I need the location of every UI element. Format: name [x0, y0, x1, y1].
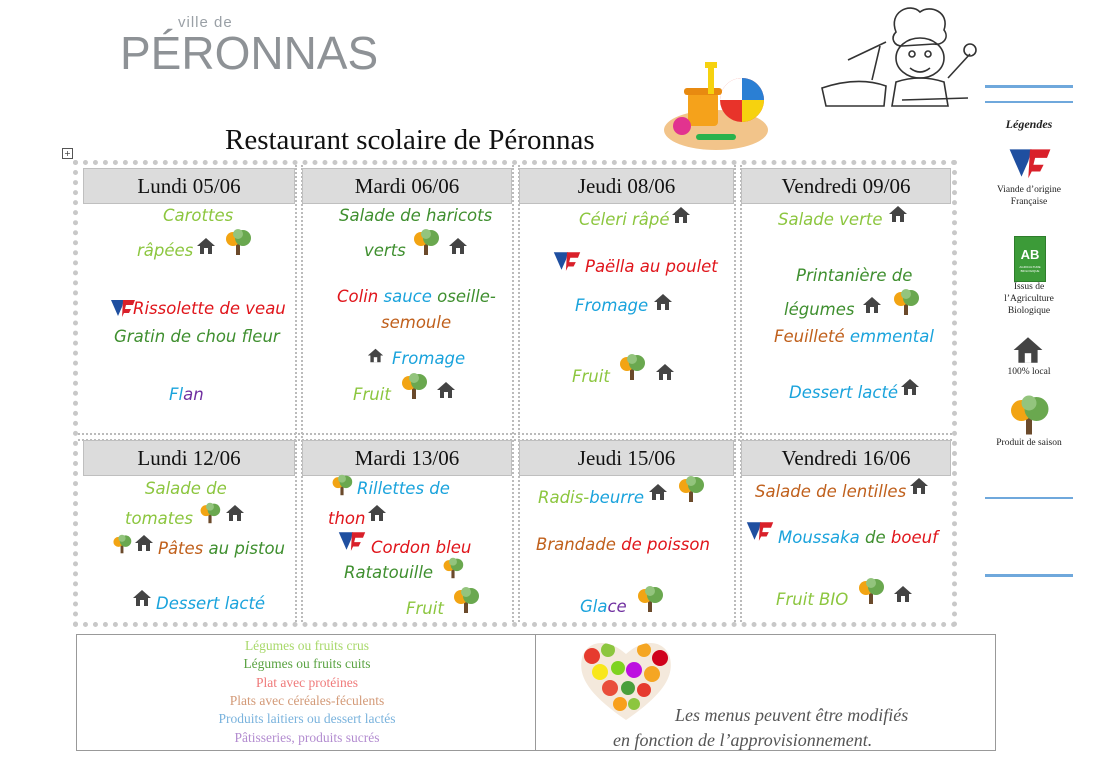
- menu-item: Salade de lentilles: [755, 482, 907, 501]
- menu-item: Printanière de: [796, 266, 913, 285]
- season-tree-icon: [636, 585, 664, 613]
- menu-item: Carottes: [163, 206, 234, 225]
- fruit-heart-illustration: [578, 636, 674, 722]
- category-label: Produits laitiers ou dessert lactés: [218, 711, 396, 726]
- local-house-icon: [448, 236, 468, 256]
- note-line-1: Les menus peuvent être modifiés: [675, 705, 909, 725]
- note-line-2: en fonction de l’approvisionnement.: [613, 730, 873, 750]
- menu-item: Salade verte: [778, 210, 883, 229]
- menu-item: Fruit: [572, 367, 610, 386]
- viande-francaise-icon: [336, 530, 368, 552]
- local-house-icon: [196, 236, 216, 256]
- legend-bar: [985, 574, 1073, 577]
- day-header: Jeudi 15/06: [519, 440, 734, 476]
- menu-item: Radis-beurre: [538, 488, 644, 507]
- local-house-icon: [653, 292, 673, 312]
- menu-item: Colin sauce oseille-: [337, 287, 496, 306]
- menu-item: Gratin de chou fleur: [114, 327, 280, 346]
- local-house-icon: [436, 380, 456, 400]
- menu-item: thon: [328, 509, 366, 528]
- menu-item: Fromage: [575, 296, 649, 315]
- legend-label-local: 100% local: [1007, 367, 1051, 377]
- column-divider: [734, 165, 742, 622]
- season-tree-icon: [892, 288, 920, 316]
- menu-item: Fromage: [392, 349, 466, 368]
- local-house-icon: [367, 347, 384, 364]
- menu-item: Salade de: [145, 479, 227, 498]
- menu-item: Dessert lacté: [156, 594, 266, 613]
- local-house-icon: [648, 482, 668, 502]
- season-tree-icon: [1008, 394, 1050, 436]
- day-header: Lundi 12/06: [83, 440, 295, 476]
- day-header: Jeudi 08/06: [519, 168, 734, 204]
- menu-item: Cordon bleu: [371, 538, 472, 557]
- menu-item: Glace: [580, 597, 627, 616]
- day-header: Mardi 13/06: [302, 440, 512, 476]
- local-house-icon: [893, 584, 913, 604]
- menu-item: légumes: [784, 300, 855, 319]
- column-divider: [295, 165, 303, 622]
- season-tree-icon: [412, 228, 440, 256]
- season-tree-icon: [618, 353, 646, 381]
- viande-francaise-icon: [551, 250, 583, 272]
- local-house-icon: [655, 362, 675, 382]
- day-header: Vendredi 16/06: [741, 440, 951, 476]
- logo-ville-de: ville de: [178, 14, 233, 31]
- viande-francaise-icon: [1004, 146, 1056, 180]
- menu-item: Pâtes au pistou: [158, 539, 286, 558]
- category-label: Légumes ou fruits cuits: [243, 656, 371, 671]
- menu-item: Paëlla au poulet: [585, 257, 718, 276]
- column-divider: [512, 165, 520, 622]
- legend-label-season: Produit de saison: [996, 438, 1062, 448]
- menu-item: Flan: [169, 385, 204, 404]
- category-label: Plat avec protéines: [256, 675, 358, 690]
- legend-bar: [985, 85, 1073, 88]
- local-house-icon: [225, 503, 245, 523]
- day-header: Mardi 06/06: [302, 168, 512, 204]
- menu-item: Fruit: [353, 385, 391, 404]
- local-house-icon: [888, 204, 908, 224]
- season-tree-icon: [224, 228, 252, 256]
- local-house-icon: [134, 533, 154, 553]
- legend-label-vf: Viande d’origine Française: [996, 185, 1062, 207]
- season-tree-icon: [452, 586, 480, 614]
- category-label: Plats avec céréales-féculents: [229, 693, 385, 708]
- local-house-icon: [671, 205, 691, 225]
- menu-item: semoule: [381, 313, 452, 332]
- menu-item: tomates: [125, 509, 193, 528]
- beach-toys-illustration: [660, 58, 772, 154]
- local-house-icon: [1012, 334, 1044, 366]
- local-house-icon: [900, 377, 920, 397]
- menu-item: Céleri râpé: [579, 210, 670, 229]
- menu-item: Rillettes de: [357, 479, 450, 498]
- menu-item: verts: [364, 241, 406, 260]
- season-tree-icon: [857, 577, 885, 605]
- chef-illustration: [818, 2, 978, 112]
- menu-item: Dessert lacté: [789, 383, 899, 402]
- legend-title: Légendes: [1005, 117, 1053, 131]
- local-house-icon: [132, 588, 152, 608]
- menu-item: Moussaka de boeuf: [778, 528, 938, 547]
- menu-item: Ratatouille: [344, 563, 434, 582]
- legend-label-bio: Issus de l’Agriculture Biologique: [1004, 282, 1054, 316]
- local-house-icon: [909, 476, 929, 496]
- season-tree-icon: [677, 475, 705, 503]
- menu-item: Salade de haricots: [339, 206, 493, 225]
- season-tree-icon: [112, 534, 132, 554]
- season-tree-icon: [199, 502, 221, 524]
- table-move-handle[interactable]: +: [62, 148, 73, 159]
- season-tree-icon: [331, 474, 353, 496]
- menu-item: Brandade de poisson: [536, 535, 710, 554]
- category-label: Légumes ou fruits crus: [244, 638, 370, 653]
- ab-bio-icon: AB AGRICULTURE BIOLOGIQUE: [1014, 236, 1046, 282]
- menu-item: Feuilleté emmental: [774, 327, 934, 346]
- local-house-icon: [862, 295, 882, 315]
- menu-item: Rissolette de veau: [133, 299, 286, 318]
- logo-peronnas: PÉRONNAS: [120, 27, 379, 79]
- local-house-icon: [367, 503, 387, 523]
- page-title: Restaurant scolaire de Péronnas: [225, 124, 595, 156]
- menu-item: Fruit BIO: [776, 590, 849, 609]
- viande-francaise-icon: [744, 520, 776, 542]
- season-tree-icon: [442, 557, 464, 579]
- day-header: Lundi 05/06: [83, 168, 295, 204]
- menu-item: Fruit: [406, 599, 444, 618]
- category-label: Pâtisseries, produits sucrés: [234, 730, 380, 745]
- season-tree-icon: [400, 372, 428, 400]
- legend-bar: [985, 497, 1073, 499]
- day-header: Vendredi 09/06: [741, 168, 951, 204]
- legend-bar: [985, 101, 1073, 103]
- menu-item: râpées: [137, 241, 194, 260]
